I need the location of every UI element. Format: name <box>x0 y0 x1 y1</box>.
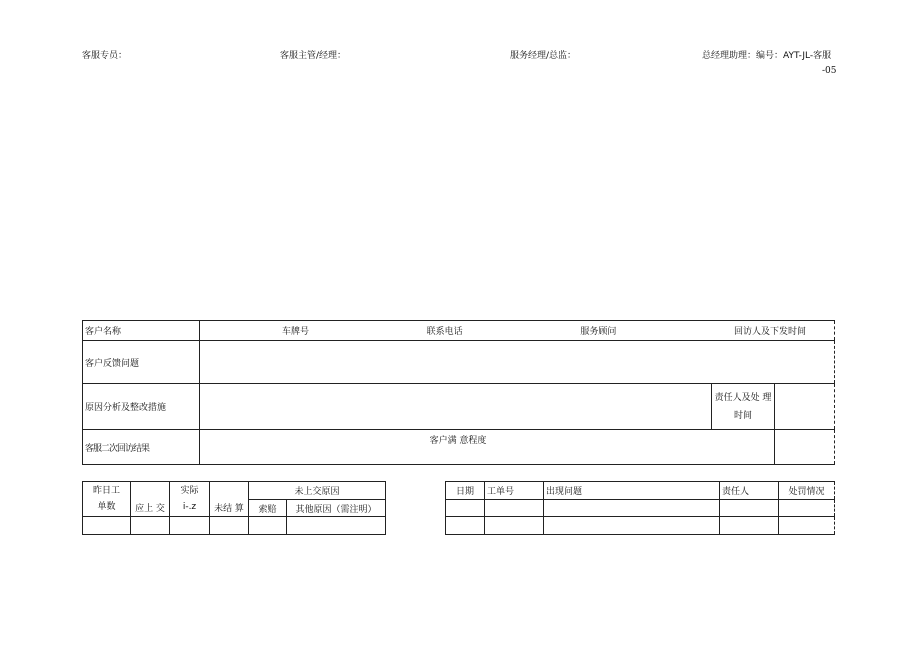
table-cell[interactable] <box>249 517 287 535</box>
issue-table <box>445 481 835 535</box>
table-row <box>83 341 835 384</box>
contact-phone-label: 联系电话 <box>426 327 463 337</box>
table-row <box>83 482 386 500</box>
date-header: 日期 <box>446 482 485 500</box>
table-cell[interactable] <box>779 517 835 535</box>
actual-header <box>170 482 210 517</box>
actual-line1: 实际 <box>180 486 199 496</box>
plate-no-label: 车牌号 <box>282 327 310 337</box>
table-cell[interactable] <box>210 517 249 535</box>
table-cell[interactable] <box>485 500 544 517</box>
responsible-time-value[interactable] <box>775 384 835 430</box>
stats-table <box>82 481 386 535</box>
customer-feedback-value[interactable] <box>200 341 835 384</box>
table-cell[interactable] <box>485 517 544 535</box>
cause-analysis-label: 原因分析及整改措施 <box>83 384 200 430</box>
responsible-label-line2: 时间 <box>733 410 752 421</box>
document-code-suffix: -05 <box>822 66 837 76</box>
table-cell[interactable] <box>544 517 720 535</box>
table-cell[interactable] <box>170 517 210 535</box>
yesterday-orders-line1: 昨日工 <box>92 486 120 496</box>
table-cell[interactable] <box>446 517 485 535</box>
table-cell[interactable] <box>287 517 386 535</box>
second-revisit-label: 客服二次回访结果 <box>83 430 200 465</box>
table-cell[interactable] <box>544 500 720 517</box>
other-reason-header: 其他原因（需注明） <box>287 500 386 517</box>
table-cell[interactable] <box>131 517 170 535</box>
table-cell[interactable] <box>446 500 485 517</box>
customer-name-label: 客户名称 <box>83 321 200 341</box>
due-header: 应上 交 <box>131 482 170 517</box>
revisit-time-label: 回访人及下发时间 <box>733 327 806 337</box>
service-manager-label: 服务经理/总监： <box>510 51 577 61</box>
table-row <box>446 517 835 535</box>
service-advisor-label: 服务顾问 <box>580 327 617 337</box>
table-cell[interactable] <box>720 517 779 535</box>
table-cell[interactable] <box>720 500 779 517</box>
yesterday-orders-header <box>83 482 131 517</box>
responsible-time-label <box>712 384 775 430</box>
actual-line2: i-.z <box>182 502 197 512</box>
header-fields-cell <box>200 321 835 341</box>
gm-assistant-code-label: 总经理助理：编号：AYT-JL-客服 <box>702 51 832 61</box>
claim-header: 索赔 <box>249 500 287 517</box>
table-row <box>83 430 835 465</box>
issue-header: 出现问题 <box>544 482 720 500</box>
unsettled-header: 未结 算 <box>210 482 249 517</box>
not-submitted-reason-header: 未上交原因 <box>249 482 386 500</box>
cause-analysis-value[interactable] <box>200 384 712 430</box>
responsible-label-line1: 责任人及处 理 <box>714 392 772 403</box>
table-row <box>83 384 835 430</box>
service-specialist-label: 客服专员： <box>82 51 128 61</box>
customer-feedback-label: 客户反馈问题 <box>83 341 200 384</box>
table-row <box>83 517 386 535</box>
responsible-header: 责任人 <box>720 482 779 500</box>
yesterday-orders-line2: 单数 <box>97 502 116 512</box>
table-cell[interactable] <box>779 500 835 517</box>
penalty-header: 处罚情况 <box>779 482 835 500</box>
service-supervisor-label: 客服主管/经理： <box>280 51 347 61</box>
satisfaction-value[interactable] <box>775 430 835 465</box>
feedback-table <box>82 320 835 465</box>
table-row <box>446 500 835 517</box>
order-no-header: 工单号 <box>485 482 544 500</box>
table-row <box>446 482 835 500</box>
satisfaction-label: 客户满 意程度 <box>200 430 775 465</box>
table-row <box>83 321 835 341</box>
table-cell[interactable] <box>83 517 131 535</box>
